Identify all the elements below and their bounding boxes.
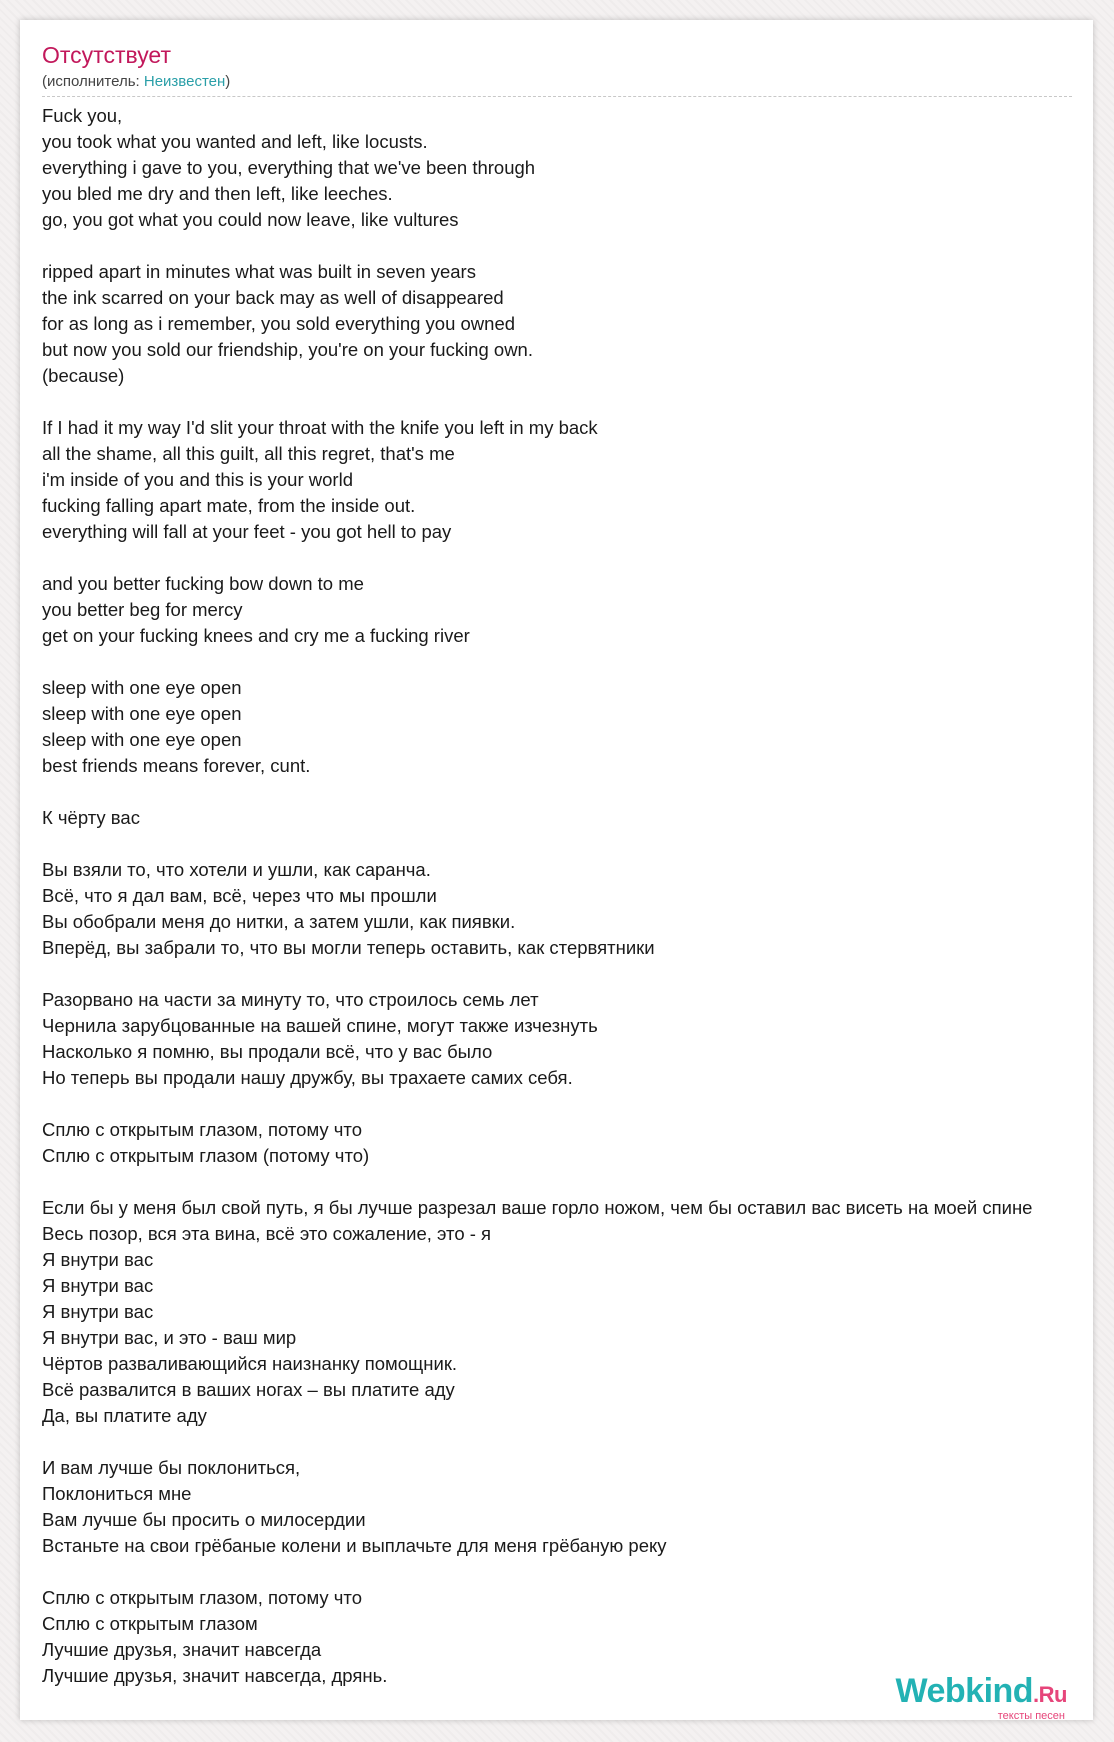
lyrics-line: i'm inside of you and this is your world <box>42 469 353 490</box>
lyrics-line: all the shame, all this guilt, all this regret, that's me <box>42 443 455 464</box>
lyrics-line: everything i gave to you, everything that we've been through <box>42 157 536 178</box>
lyrics-line: К чёрту вас <box>42 807 140 828</box>
artist-link[interactable]: Неизвестен <box>143 73 226 90</box>
lyrics-line: Разорвано на части за минуту то, что строилось семь лет <box>42 989 539 1010</box>
lyrics-blank-line <box>42 233 1093 259</box>
lyrics-line: (because) <box>42 365 125 386</box>
artist-prefix: (исполнитель: <box>42 73 144 90</box>
lyrics-line: If I had it my way I'd slit your throat with the knife you left in my back <box>42 417 598 438</box>
lyrics-blank-line <box>42 831 1093 857</box>
lyrics-line: Вы обобрали меня до нитки, а затем ушли, как пиявки. <box>42 911 516 932</box>
lyrics-line: for as long as i remember, you sold everything you owned <box>42 313 516 334</box>
lyrics-blank-line <box>42 779 1093 805</box>
artist-line <box>42 73 230 91</box>
lyrics-line: Fuck you, <box>42 105 123 126</box>
lyrics-blank-line <box>42 1091 1093 1117</box>
lyrics-line: Лучшие друзья, значит навсегда <box>42 1639 322 1660</box>
header-divider <box>42 96 1072 97</box>
lyrics-line: Я внутри вас, и это - ваш мир <box>42 1327 297 1348</box>
lyrics-line: Всё, что я дал вам, всё, через что мы прошли <box>42 885 437 906</box>
lyrics-line: Чёртов разваливающийся наизнанку помощник. <box>42 1353 458 1374</box>
lyrics-line: Вы взяли то, что хотели и ушли, как саранча. <box>42 859 431 880</box>
logo-tld: .Ru <box>1033 1682 1067 1707</box>
lyrics-line: you took what you wanted and left, like locusts. <box>42 131 428 152</box>
lyrics-line: Лучшие друзья, значит навсегда, дрянь. <box>42 1665 388 1686</box>
lyrics-line: Я внутри вас <box>42 1249 154 1270</box>
song-title: Отсутствует <box>42 42 171 68</box>
lyrics-line: ripped apart in minutes what was built in seven years <box>42 261 476 282</box>
lyrics-line: Вперёд, вы забрали то, что вы могли теперь оставить, как стервятники <box>42 937 655 958</box>
lyrics-line: Вам лучше бы просить о милосердии <box>42 1509 366 1530</box>
lyrics-line: Весь позор, вся эта вина, всё это сожаление, это - я <box>42 1223 492 1244</box>
lyrics-line: Сплю с открытым глазом <box>42 1613 258 1634</box>
lyrics-line: Если бы у меня был свой путь, я бы лучше разрезал ваше горло ножом, чем бы оставил вас висеть на моей спине <box>42 1197 1033 1218</box>
lyrics-line: Встаньте на свои грёбаные колени и выплачьте для меня грёбаную реку <box>42 1535 667 1556</box>
site-logo[interactable] <box>896 1674 1068 1720</box>
lyrics-line: Чернила зарубцованные на вашей спине, могут также изчезнуть <box>42 1015 598 1036</box>
lyrics-line: you bled me dry and then left, like leeches. <box>42 183 393 204</box>
lyrics-blank-line <box>42 649 1093 675</box>
lyrics-card <box>20 20 1093 1720</box>
lyrics-line: go, you got what you could now leave, like vultures <box>42 209 459 230</box>
lyrics-line: sleep with one eye open <box>42 729 242 750</box>
lyrics-line: Сплю с открытым глазом, потому что <box>42 1587 362 1608</box>
lyrics-line: Сплю с открытым глазом, потому что <box>42 1119 362 1140</box>
lyrics-line: sleep with one eye open <box>42 703 242 724</box>
lyrics-blank-line <box>42 545 1093 571</box>
lyrics-line: Насколько я помню, вы продали всё, что у вас было <box>42 1041 493 1062</box>
lyrics-line: sleep with one eye open <box>42 677 242 698</box>
lyrics-blank-line <box>42 1169 1093 1195</box>
lyrics-line: Всё развалится в ваших ногах – вы платите аду <box>42 1379 455 1400</box>
lyrics-line: Я внутри вас <box>42 1275 154 1296</box>
lyrics-line: you better beg for mercy <box>42 599 243 620</box>
lyrics-line: Да, вы платите аду <box>42 1405 207 1426</box>
lyrics-blank-line <box>42 1429 1093 1455</box>
lyrics-line: Поклониться мне <box>42 1483 192 1504</box>
lyrics-line: И вам лучше бы поклониться, <box>42 1457 301 1478</box>
lyrics-line: and you better fucking bow down to me <box>42 573 364 594</box>
lyrics-line: the ink scarred on your back may as well of disappeared <box>42 287 504 308</box>
artist-suffix: ) <box>225 73 231 90</box>
lyrics-line: get on your fucking knees and cry me a fucking river <box>42 625 470 646</box>
lyrics-line: Но теперь вы продали нашу дружбу, вы трахаете самих себя. <box>42 1067 573 1088</box>
lyrics-line: but now you sold our friendship, you're on your fucking own. <box>42 339 533 360</box>
lyrics-line: everything will fall at your feet - you got hell to pay <box>42 521 452 542</box>
lyrics-line: best friends means forever, cunt. <box>42 755 311 776</box>
lyrics-blank-line <box>42 389 1093 415</box>
lyrics-line: Я внутри вас <box>42 1301 154 1322</box>
lyrics-line: fucking falling apart mate, from the inside out. <box>42 495 416 516</box>
logo-tagline: тексты песен <box>997 1710 1065 1720</box>
lyrics-blank-line <box>42 1559 1093 1585</box>
lyrics-line: Сплю с открытым глазом (потому что) <box>42 1145 370 1166</box>
lyrics-blank-line <box>42 961 1093 987</box>
lyrics-text <box>42 103 1093 1689</box>
logo-name: Webkind <box>895 1672 1034 1710</box>
